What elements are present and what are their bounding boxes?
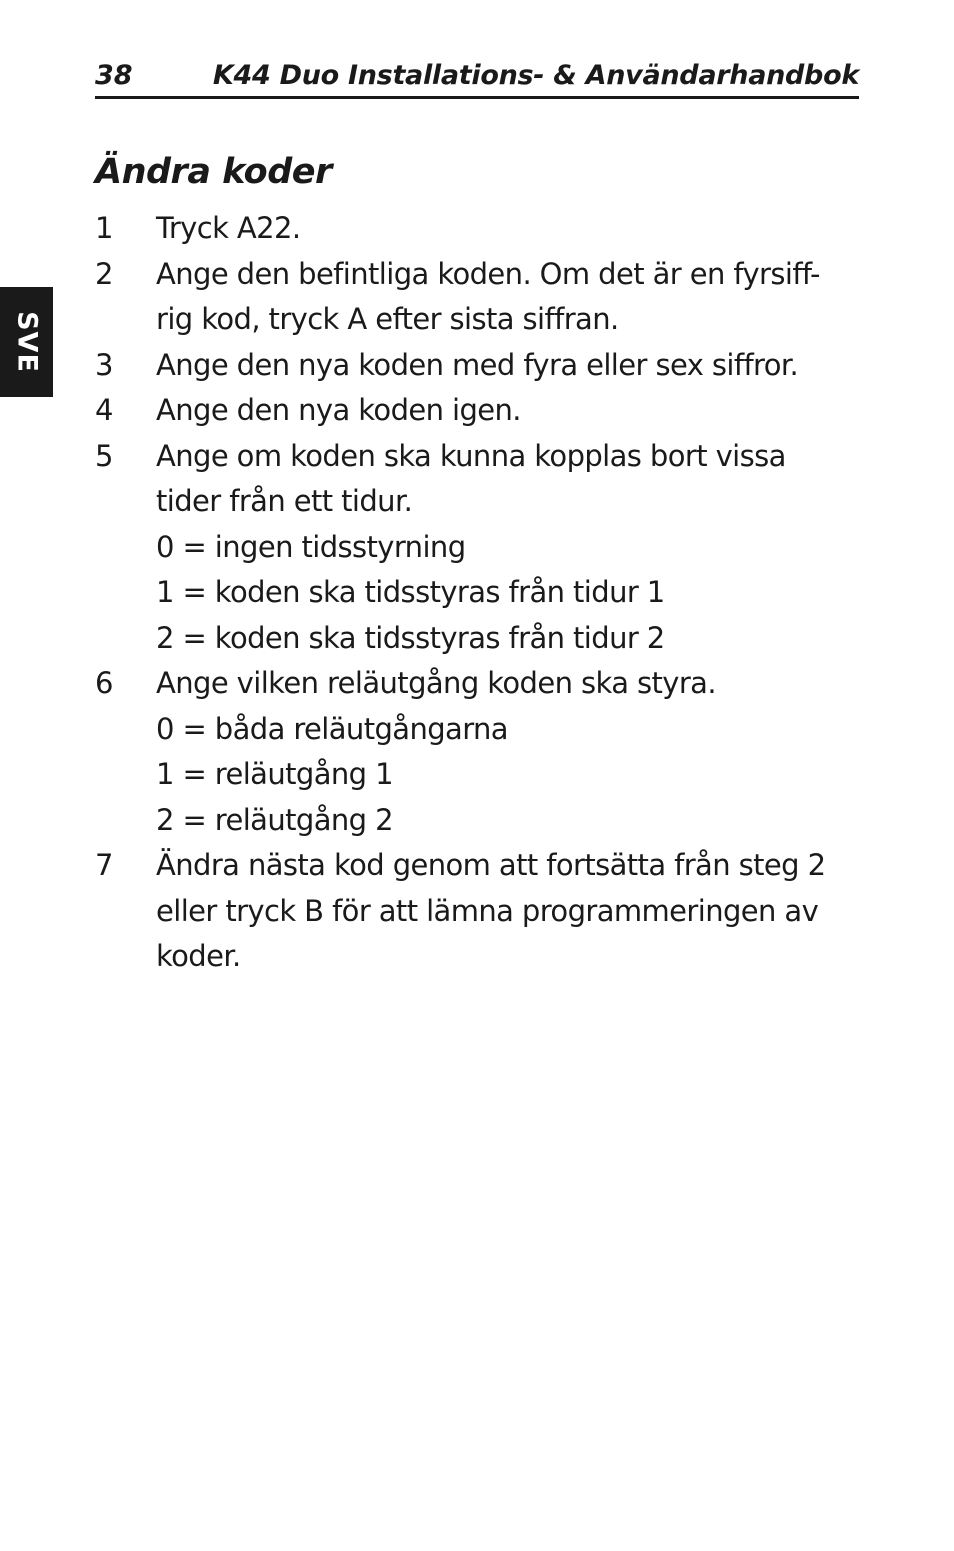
step-option: 0 = båda reläutgångarna	[156, 711, 508, 746]
step-option: 1 = koden ska tidsstyras från tidur 1	[156, 575, 665, 609]
step-text-line: rig kod, tryck A efter sista siffran.	[156, 302, 619, 336]
step-4	[95, 388, 855, 434]
step-number: 6	[95, 666, 113, 700]
step-number: 4	[95, 393, 113, 427]
language-tab	[0, 287, 53, 397]
step-option: 0 = ingen tidsstyrning	[156, 529, 466, 564]
step-5	[95, 434, 855, 662]
step-option: 1 = reläutgång 1	[156, 757, 393, 791]
step-text-line: koder.	[156, 939, 241, 973]
running-title: K44 Duo Installations- & Användarhandbok	[212, 60, 859, 91]
step-3	[95, 343, 855, 389]
step-option: 2 = koden ska tidsstyras från tidur 2	[156, 620, 665, 655]
language-tab-label: SVE	[11, 311, 42, 373]
step-7	[95, 843, 855, 980]
step-text-line: Ändra nästa kod genom att fortsätta från steg 2	[156, 848, 826, 882]
step-2	[95, 252, 855, 343]
page-header	[95, 56, 859, 99]
step-text-line: Tryck A22.	[156, 211, 301, 245]
step-text-line: tider från ett tidur.	[156, 484, 413, 518]
step-text-line: Ange den nya koden med fyra eller sex siffror.	[156, 347, 799, 382]
step-number: 2	[95, 256, 113, 291]
step-text-line: Ange den befintliga koden. Om det är en fyrsiff-	[156, 256, 820, 291]
step-text-line: Ange vilken reläutgång koden ska styra.	[156, 666, 716, 700]
section-title: Ändra koder	[95, 152, 332, 192]
step-number: 7	[95, 848, 113, 882]
step-number: 3	[95, 347, 113, 382]
step-text-line: eller tryck B för att lämna programmeringen av	[156, 893, 819, 928]
step-number: 1	[95, 211, 113, 245]
step-6	[95, 661, 855, 843]
step-1	[95, 206, 855, 252]
step-number: 5	[95, 438, 113, 473]
step-option: 2 = reläutgång 2	[156, 802, 393, 837]
step-text-line: Ange om koden ska kunna kopplas bort vissa	[156, 438, 786, 473]
step-text-line: Ange den nya koden igen.	[156, 393, 521, 427]
steps-list	[95, 206, 855, 980]
page-number: 38	[95, 60, 133, 91]
